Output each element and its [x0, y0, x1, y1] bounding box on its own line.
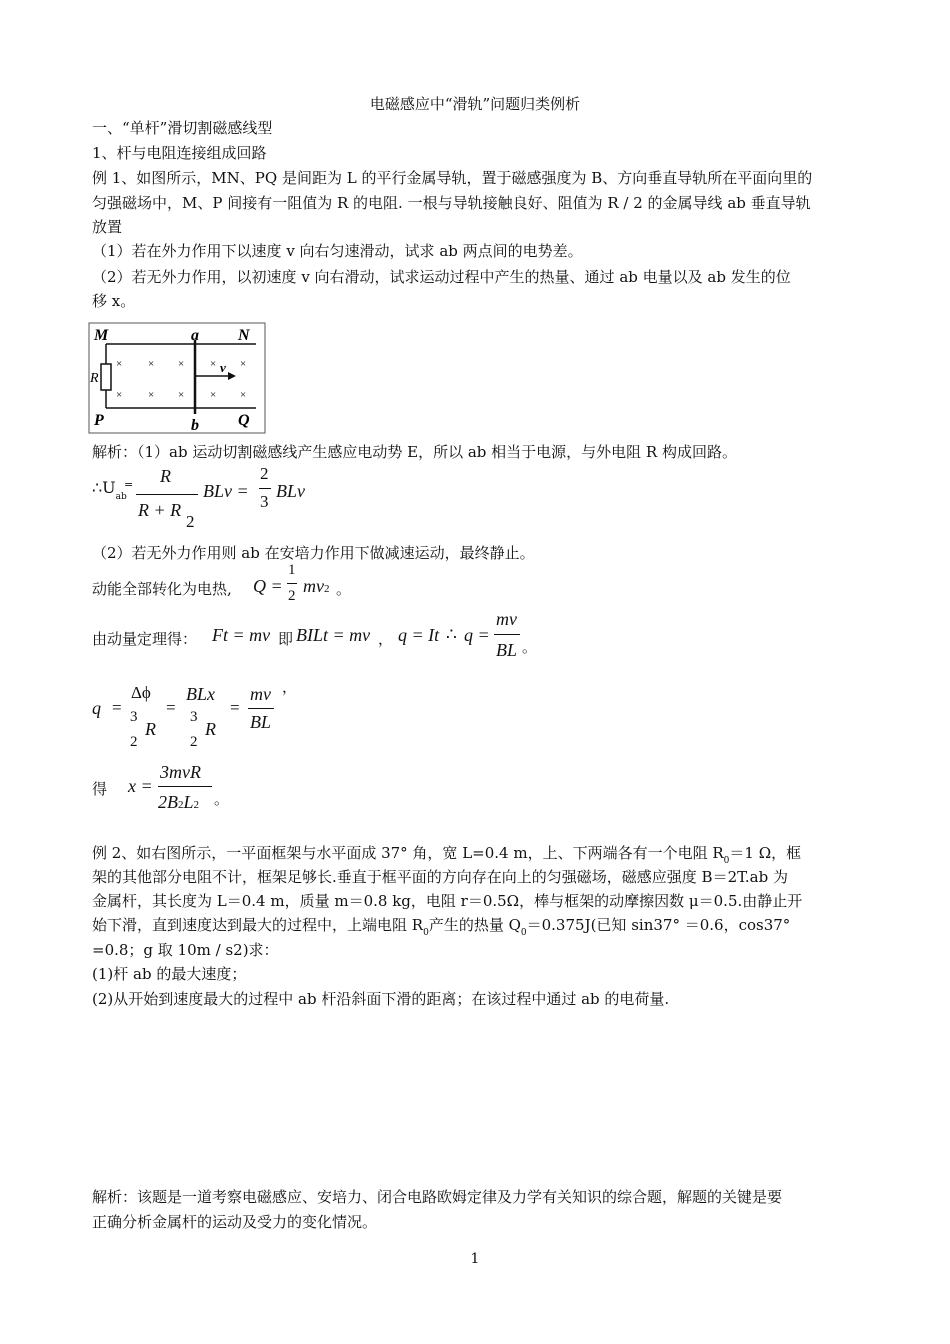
- equals: =: [166, 698, 176, 717]
- R-term: R: [205, 719, 216, 739]
- period: 。: [214, 790, 230, 808]
- uab-equals: =: [124, 478, 134, 491]
- field-cross: ×: [210, 358, 217, 370]
- qIt-equation: q = It: [398, 625, 440, 645]
- example2-question1: (1)杆 ab 的最大速度；: [92, 965, 247, 983]
- example1-line1: 例 1、如图所示，MN、PQ 是间距为 L 的平行金属导轨，置于磁感强度为 B、方向垂直导轨所在平面向里的: [92, 169, 813, 187]
- R-term: R: [145, 719, 156, 739]
- two-denominator: 2: [130, 734, 138, 750]
- label-Q: Q: [238, 412, 250, 429]
- fraction-bar: [287, 583, 297, 584]
- equals: =: [112, 698, 122, 717]
- label-a: a: [191, 327, 199, 344]
- fraction-bar: [158, 786, 212, 787]
- BL-denominator: BL: [250, 712, 272, 732]
- two-numerator: 2: [260, 464, 269, 483]
- example1-question2b: 移 x。: [92, 292, 136, 310]
- Q-equals: Q =: [253, 576, 283, 596]
- subsection-heading: 1、杆与电阻连接组成回路: [92, 144, 267, 162]
- fraction-bar: [248, 708, 274, 709]
- three-numerator: 3: [130, 709, 138, 725]
- ji-text: 即: [278, 630, 294, 648]
- field-cross: ×: [240, 358, 247, 370]
- delta-phi: Δϕ: [131, 683, 151, 702]
- frac-num-R: R: [160, 466, 171, 486]
- period: 。: [522, 638, 538, 656]
- q-equals: q =: [464, 625, 490, 645]
- label-b: b: [191, 417, 199, 434]
- fraction-bar: [136, 494, 198, 495]
- BL-denominator: BL: [496, 640, 518, 660]
- energy-period: 。: [336, 580, 352, 598]
- page-title: 电磁感应中“滑轨”问题归类例析: [369, 95, 581, 113]
- field-cross: ×: [210, 389, 217, 401]
- three-denominator: 3: [260, 492, 269, 511]
- 3mvR-numerator: 3mvR: [160, 762, 201, 782]
- B2L2-denominator: 2B2L2: [158, 792, 200, 812]
- de-text: 得: [92, 780, 108, 798]
- example2-line1: 例 2、如右图所示，一平面框架与水平面成 37° 角，宽 L=0.4 m，上、下两端各有一个电阻 $R_0=1$ Ω，框: [92, 844, 802, 866]
- section-heading: 一、“单杆”滑切割磁感线型: [92, 119, 273, 137]
- example2-question2: (2)从开始到速度最大的过程中 ab 杆沿斜面下滑的距离；在该过程中通过 ab 的电荷量.: [92, 990, 670, 1008]
- field-cross: ×: [116, 389, 123, 401]
- comma: ，: [378, 630, 394, 648]
- q-symbol: q: [92, 698, 101, 718]
- rail-circuit-figure: [88, 322, 266, 434]
- mv-numerator: mv: [250, 684, 271, 704]
- solution1-part2: （2）若无外力作用则 ab 在安培力作用下做减速运动，最终静止。: [92, 544, 535, 562]
- field-cross: ×: [148, 389, 155, 401]
- label-v: v: [220, 360, 226, 375]
- field-cross: ×: [116, 358, 123, 370]
- therefore-symbol: ∴: [446, 625, 457, 644]
- BLv-result: BLv: [276, 481, 305, 501]
- uab-symbol: $\therefore U_{ab}$: [92, 478, 127, 502]
- page-number: 1: [470, 1251, 480, 1267]
- example1-question1: （1）若在外力作用下以速度 v 向右匀速滑动，试求 ab 两点间的电势差。: [92, 242, 583, 260]
- fraction-bar: [494, 634, 520, 635]
- BLx-numerator: BLx: [186, 684, 215, 704]
- BLv-equals: BLv =: [203, 481, 249, 501]
- example2-line2: 架的其他部分电阻不计，框架足够长.垂直于框平面的方向存在向上的匀强磁场，磁感应强度 B＝2T.ab 为: [92, 868, 788, 886]
- frac-den-two: 2: [186, 512, 195, 531]
- field-cross: ×: [178, 358, 185, 370]
- field-cross: ×: [240, 389, 247, 401]
- two-denominator: 2: [190, 734, 198, 750]
- three-numerator: 3: [190, 709, 198, 725]
- example1-question2a: （2）若无外力作用，以初速度 v 向右滑动，试求运动过程中产生的热量、通过 ab 电量以及 ab 发生的位: [92, 268, 791, 286]
- solution1-intro: 解析：（1）ab 运动切割磁感线产生感应电动势 E，所以 ab 相当于电源，与外电阻 R 构成回路。: [92, 443, 737, 461]
- example2-line3: 金属杆，其长度为 L＝0.4 m，质量 m＝0.8 kg，电阻 r＝0.5Ω，棒与框架的动摩擦因数 μ＝0.5.由静止开: [92, 892, 803, 910]
- label-N: N: [238, 327, 250, 344]
- mv-numerator: mv: [496, 609, 517, 629]
- Ft-equation: Ft = mv: [212, 625, 271, 645]
- fraction-bar: [259, 488, 271, 489]
- field-cross: ×: [178, 389, 185, 401]
- equals: =: [230, 698, 240, 717]
- comma: ，: [282, 678, 298, 696]
- example2-line5: =0.8；g 取 10m / s2)求：: [92, 941, 279, 959]
- x-equals: x =: [128, 776, 153, 796]
- energy-text: 动能全部转化为电热,: [92, 580, 232, 598]
- half-denominator: 2: [288, 588, 296, 604]
- label-P: P: [94, 412, 104, 429]
- frac-den-RplusR: R + R: [138, 500, 182, 520]
- half-numerator: 1: [288, 562, 296, 578]
- momentum-text: 由动量定理得：: [92, 630, 198, 648]
- field-cross: ×: [148, 358, 155, 370]
- BILt-equation: BILt = mv: [296, 625, 371, 645]
- solution2-line1: 解析：该题是一道考察电磁感应、安培力、闭合电路欧姆定律及力学有关知识的综合题，解题的关键是要: [92, 1188, 783, 1206]
- mv-term: mv2: [303, 576, 330, 596]
- example1-line3: 放置: [92, 218, 123, 236]
- label-M: M: [94, 327, 109, 344]
- example1-line2: 匀强磁场中，M、P 间接有一阻值为 R 的电阻. 一根与导轨接触良好、阻值为 R / 2 的金属导线 ab 垂直导轨: [92, 194, 811, 212]
- example2-line4: 始下滑，直到速度达到最大的过程中，上端电阻 $R_0$产生的热量 $Q_0=0.375J$(已知 sin37° ＝0.6，cos37°: [92, 916, 791, 938]
- label-R: R: [90, 371, 99, 386]
- solution2-line2: 正确分析金属杆的运动及受力的变化情况。: [92, 1213, 378, 1231]
